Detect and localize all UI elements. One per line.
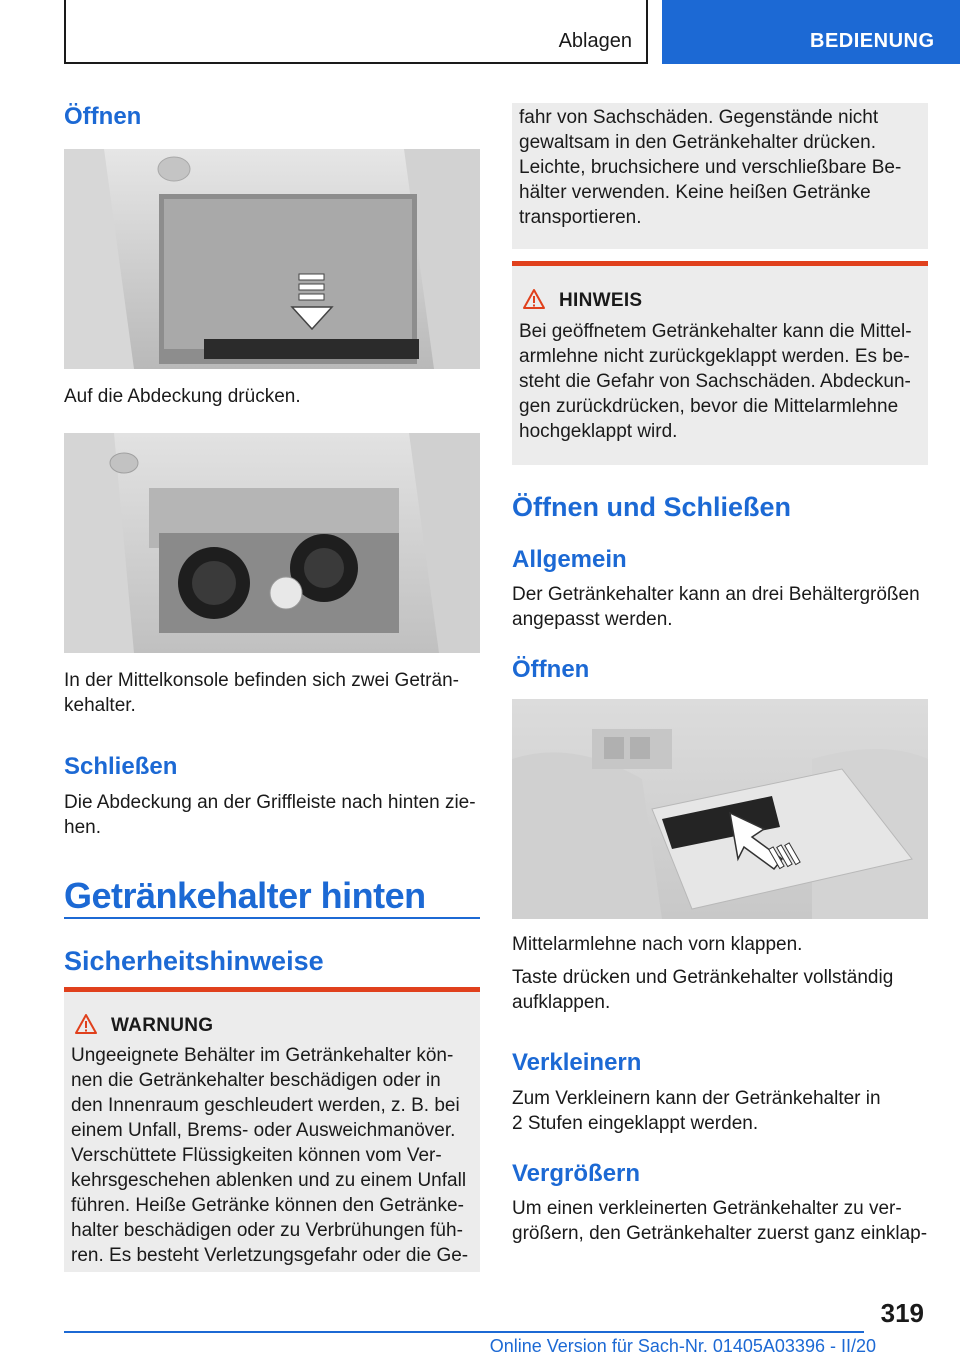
warning-triangle-icon — [74, 1013, 98, 1035]
photo-cupholders-open — [64, 433, 480, 653]
warning-title: WARNUNG — [111, 1015, 214, 1036]
hinweis-box — [512, 261, 928, 465]
caption-fold-armrest: Mittelarmlehne nach vorn klappen. — [512, 934, 803, 955]
paragraph-schliessen: Die Abdeckung an der Griffleiste nach hinten zie- hen. — [64, 792, 476, 838]
footer-divider — [64, 1331, 864, 1333]
warning-text-continued: fahr von Sachschäden. Gegenstände nicht gewaltsam in den Getränkehalter drücken. Leichte, bruchsichere und verschließbare Be- hälter verwenden. Keine heißen Getränke transportieren. — [519, 107, 902, 228]
heading-allgemein: Allgemein — [512, 546, 627, 573]
header-chapter-tab — [662, 0, 960, 64]
heading-vergroessern: Vergrößern — [512, 1160, 641, 1187]
warning-box — [64, 987, 480, 1272]
heading-getraenkehalter-hinten: Getränkehalter hinten — [64, 875, 426, 916]
heading-oeffnen-rear: Öffnen — [512, 656, 590, 683]
footer-online-version: Online Version für Sach-Nr. 01405A03396 - II/20 — [489, 1336, 876, 1356]
section-divider — [64, 917, 480, 919]
heading-sicherheitshinweise: Sicherheitshinweise — [64, 946, 324, 976]
header-section-tab — [64, 0, 648, 64]
heading-verkleinern: Verkleinern — [512, 1049, 642, 1076]
paragraph-press-button: Taste drücken und Getränkehalter vollständig aufklappen. — [512, 967, 894, 1013]
heading-schliessen: Schließen — [64, 753, 178, 780]
hinweis-title: HINWEIS — [559, 290, 643, 311]
warning-bar — [64, 987, 480, 992]
photo-rear-armrest — [512, 699, 928, 919]
hinweis-text: Bei geöffnetem Getränkehalter kann die Mittel- armlehne nicht zurückgeklappt werden. Es be- steht die Gefahr von Sachschäden. Abdeckun- gen zurückdrücken, bevor die Mittelarmlehne hochgeklappt wird. — [519, 321, 912, 442]
paragraph-allgemein: Der Getränkehalter kann an drei Behältergrößen angepasst werden. — [512, 584, 920, 630]
caption-press-cover: Auf die Abdeckung drücken. — [64, 386, 301, 407]
notice-triangle-icon — [522, 288, 546, 310]
warning-text: Ungeeignete Behälter im Getränkehalter kön- nen die Getränkehalter beschädigen oder in den Innenraum geschleudert werden, z. B. bei einem Unfall, Brems- oder Ausweichmanöver. Verschüttete Flüssigkeiten können vom Ver- kehrsgeschehen ablenken und zu einem Unfall führen. Heiße Getränke können den Getränke- halter beschädigen oder zu Verbrühungen füh- ren. Es besteht Verletzungsgefahr oder die Ge- — [71, 1045, 469, 1266]
warning-box-continued — [512, 103, 928, 249]
hinweis-bar — [512, 261, 928, 266]
header-chapter-label: BEDIENUNG — [810, 30, 935, 52]
header-section-label: Ablagen — [558, 30, 632, 52]
paragraph-vergroessern: Um einen verkleinerten Getränkehalter zu ver- größern, den Getränkehalter zuerst ganz einklap- — [512, 1198, 928, 1244]
heading-oeffnen-und-schliessen: Öffnen und Schließen — [512, 492, 792, 522]
paragraph-verkleinern: Zum Verkleinern kann der Getränkehalter in 2 Stufen eingeklappt werden. — [512, 1088, 881, 1134]
photo-console-cover — [64, 149, 480, 369]
page-number: 319 — [880, 1298, 924, 1328]
caption-two-holders: In der Mittelkonsole befinden sich zwei Geträn- kehalter. — [64, 670, 459, 716]
heading-oeffnen: Öffnen — [64, 103, 142, 130]
